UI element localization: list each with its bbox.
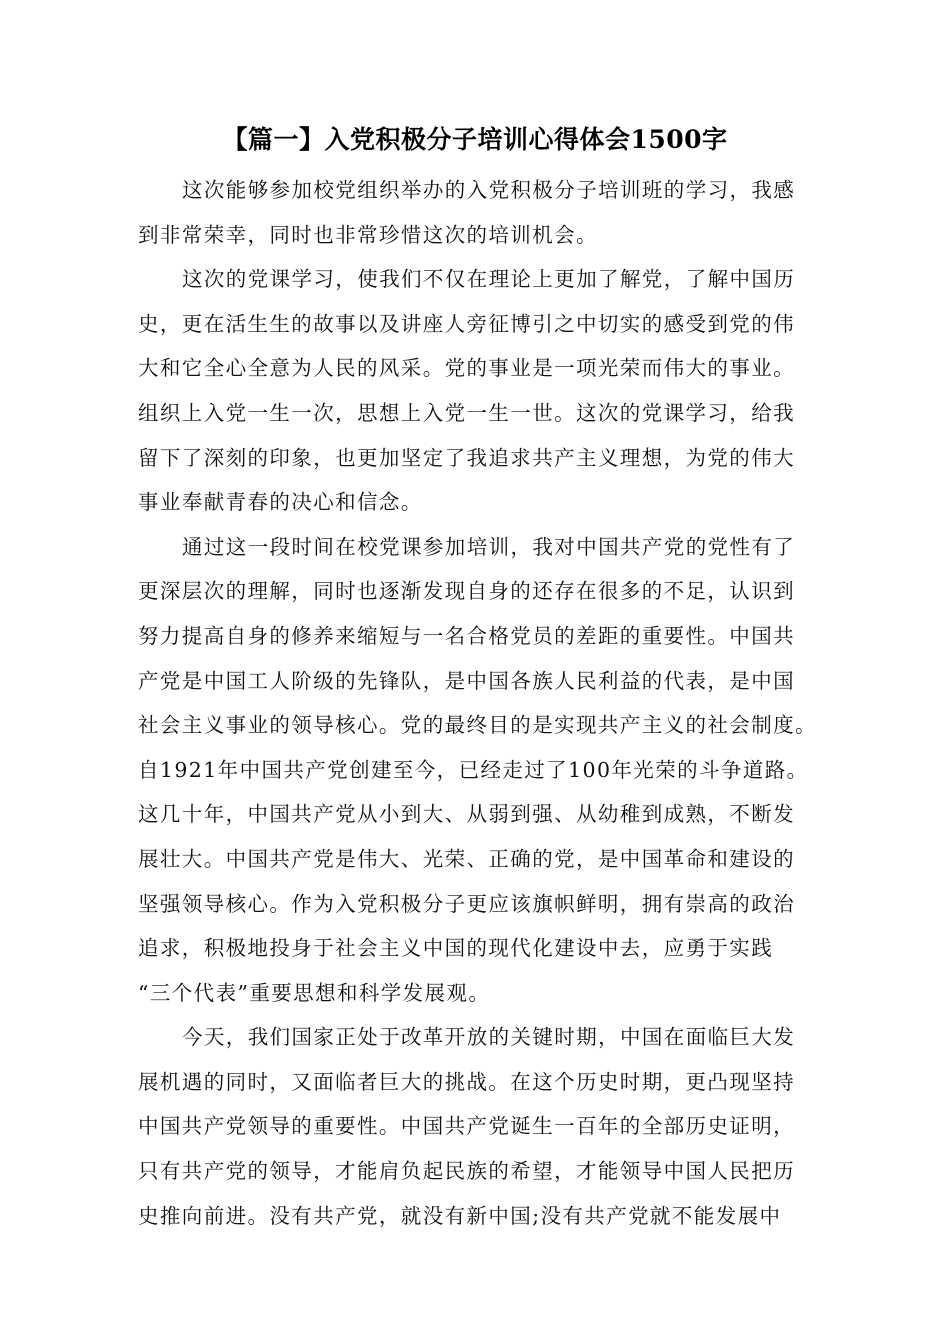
paragraph-2-line-6: 事业奉献青春的决心和信念。 — [138, 490, 423, 515]
paragraph-3-line-8: 展壮大。中国共产党是伟大、光荣、正确的党，是中国革命和建设的 — [138, 846, 795, 871]
paragraph-3-line-9: 坚强领导核心。作为入党积极分子更应该旗帜鲜明，拥有崇高的政治 — [138, 891, 795, 916]
paragraph-4-line-4: 只有共产党的领导，才能肩负起民族的希望，才能领导中国人民把历 — [138, 1159, 795, 1184]
paragraph-3-line-2: 更深层次的理解，同时也逐渐发现自身的还存在很多的不足，认识到 — [138, 579, 795, 604]
paragraph-4-line-1: 今天，我们国家正处于改革开放的关键时期，中国在面临巨大发 — [182, 1025, 796, 1050]
document-title: 【篇一】入党积极分子培训心得体会1500字 — [222, 125, 728, 154]
paragraph-3-line-3: 努力提高自身的修养来缩短与一名合格党员的差距的重要性。中国共 — [138, 623, 795, 648]
paragraph-3-line-10: 追求，积极地投身于社会主义中国的现代化建设中去，应勇于实践 — [138, 936, 774, 961]
paragraph-2-line-2: 史，更在活生生的故事以及讲座人旁征博引之中切实的感受到党的伟 — [138, 311, 795, 336]
paragraph-3-line-1: 通过这一段时间在校党课参加培训，我对中国共产党的党性有了 — [182, 534, 796, 559]
paragraph-2-line-4: 组织上入党一生一次，思想上入党一生一世。这次的党课学习，给我 — [138, 400, 795, 425]
paragraph-2-line-3: 大和它全心全意为人民的风采。党的事业是一项光荣而伟大的事业。 — [138, 356, 795, 381]
paragraph-3-line-7: 这几十年，中国共产党从小到大、从弱到强、从幼稚到成熟，不断发 — [138, 802, 795, 827]
paragraph-1-line-2: 到非常荣幸，同时也非常珍惜这次的培训机会。 — [138, 222, 598, 247]
paragraph-4-line-3: 中国共产党领导的重要性。中国共产党诞生一百年的全部历史证明， — [138, 1114, 795, 1139]
paragraph-3-line-11: “三个代表”重要思想和科学发展观。 — [138, 980, 491, 1005]
document-body — [138, 168, 817, 1238]
paragraph-2-line-1: 这次的党课学习，使我们不仅在理论上更加了解党，了解中国历 — [182, 267, 796, 292]
paragraph-3-line-5: 社会主义事业的领导核心。党的最终目的是实现共产主义的社会制度。 — [138, 713, 817, 738]
paragraph-4-line-5: 史推向前进。没有共产党，就没有新中国;没有共产党就不能发展中 — [138, 1203, 782, 1228]
paragraph-3-line-4: 产党是中国工人阶级的先锋队，是中国各族人民利益的代表，是中国 — [138, 668, 795, 693]
paragraph-2-line-5: 留下了深刻的印象，也更加坚定了我追求共产主义理想，为党的伟大 — [138, 445, 795, 470]
paragraph-4-line-2: 展机遇的同时，又面临者巨大的挑战。在这个历史时期，更凸现坚持 — [138, 1069, 795, 1094]
paragraph-1-line-1: 这次能够参加校党组织举办的入党积极分子培训班的学习，我感 — [182, 178, 796, 202]
paragraph-3-line-6: 自1921年中国共产党创建至今，已经走过了100年光荣的斗争道路。 — [138, 757, 809, 782]
